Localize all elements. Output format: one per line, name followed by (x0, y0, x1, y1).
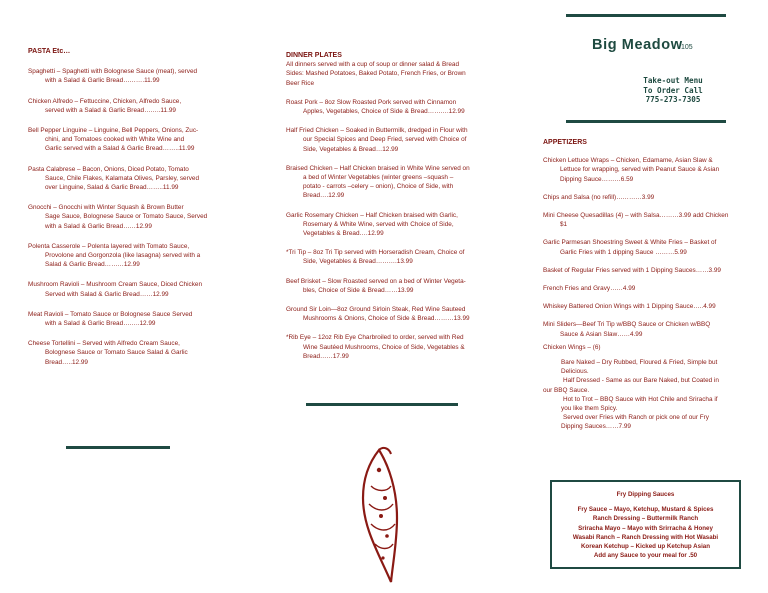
menu-item-line: Garlic Rosemary Chicken – Half Chicken braised with Garlic, (286, 211, 458, 219)
menu-item-line: Mushrooms & Onions, Choice of Side & Bread………13.99 (303, 315, 470, 323)
menu-item-line: with a Salad & Garlic Bread……12.99 (45, 222, 152, 230)
sauces-list (552, 505, 739, 560)
menu-item-line: Garlic served with a Salad & Garlic Bread……..11.99 (45, 145, 195, 153)
menu-item-line: Gnocchi – Gnocchi with Winter Squash & Brown Butter (28, 204, 184, 212)
menu-item (543, 156, 748, 184)
menu-item-line: Roast Pork – 8oz Slow Roasted Pork served with Cinnamon (286, 98, 457, 106)
dinner-intro (286, 60, 496, 88)
menu-item-line: chini, and Tomatoes cooked with White Wine and (45, 136, 185, 144)
menu-item (28, 165, 243, 193)
menu-item-line: Meat Ravioli – Tomato Sauce or Bolognese Sauce Served (28, 310, 193, 318)
sauce-line: Ranch Dressing – Buttermilk Ranch (592, 515, 699, 523)
wings-line: our BBQ Sauce. (543, 386, 590, 394)
takeout-line: Take-out Menu (643, 76, 703, 85)
menu-item-line: bles, Choice of Side & Bread……13.99 (303, 286, 414, 294)
menu-item-line: Bread….12.99 (303, 192, 345, 200)
wings-line: Hot to Trot – BBQ Sauce with Hot Chile and Sriracha if (563, 395, 718, 403)
menu-item (543, 266, 748, 275)
menu-item (28, 67, 243, 85)
dinner-heading: DINNER PLATES (286, 52, 342, 59)
menu-item (543, 193, 748, 202)
menu-item-line: potato - carrots –celery – onion), Choice of Side, with (303, 183, 454, 191)
menu-item-line: Mini Sliders—Beef Tri Tip w/BBQ Sauce or Chicken w/BBQ (543, 321, 711, 329)
menu-item-line: Rosemary & White Wine, served with Choice of Side, (303, 220, 454, 228)
menu-item-line: Bell Pepper Linguine – Linguine, Bell Peppers, Onions, Zuc- (28, 127, 199, 135)
sauce-line: Fry Sauce – Mayo, Ketchup, Mustard & Spices (577, 506, 714, 514)
wings-line: Delicious. (561, 368, 589, 376)
menu-item-line: *Tri Tip – 8oz Tri Tip served with Horseradish Cream, Choice of (286, 249, 465, 257)
menu-item-line: Chips and Salsa (no refill)…………3.99 (543, 193, 655, 201)
dinner-list (286, 98, 496, 361)
menu-item-line: Whiskey Battered Onion Wings with 1 Dipping Sauce…..4.99 (543, 303, 716, 311)
brand-bottom-rule (566, 120, 726, 123)
sauce-line: Sriracha Mayo – Mayo with Srirracha & Honey (578, 524, 713, 532)
menu-item (28, 126, 243, 154)
menu-item-line: over Linguine, Salad & Garlic Bread……..11.99 (45, 184, 179, 192)
menu-item (28, 280, 243, 298)
menu-item (286, 277, 496, 295)
phone-number: 775-273-7305 (645, 95, 701, 105)
wings-line: Bare Naked – Dry Rubbed, Floured & Fried, Simple but (561, 359, 718, 367)
pasta-heading: PASTA Etc… (28, 48, 71, 55)
menu-item-line: Wine Sautéed Mushrooms, Choice of Side, Vegetables & (303, 343, 465, 351)
pasta-column (28, 47, 243, 367)
wings-line: Half Dressed - Same as our Bare Naked, but Coated in (563, 377, 719, 385)
wings-line: you like them Spicy. (561, 405, 618, 413)
menu-item-line: with a Salad & Garlic Bread……..12.99 (45, 320, 156, 328)
menu-item-line: Bread……17.99 (303, 352, 349, 360)
menu-item-line: Mini Cheese Quesadillas (4) – with Salsa………3.99 add Chicken (543, 212, 729, 220)
menu-item (286, 248, 496, 266)
menu-item-line: Vegetables & Bread….12.99 (303, 230, 384, 238)
sauce-line: Wasabi Ranch – Ranch Dressing with Hot Wasabi (572, 533, 719, 541)
menu-item-line: Sauce & Asian Slaw……4.99 (560, 330, 643, 338)
menu-item-line: French Fries and Gravy……4.99 (543, 285, 636, 293)
menu-item (28, 97, 243, 115)
menu-item-line: Garlic Fries with 1 dipping Sauce ………5.99 (560, 248, 687, 256)
menu-item-line: Sage Sauce, Bolognese Sauce or Tomato Sauce, Served (45, 213, 208, 221)
menu-item (286, 164, 496, 201)
menu-item-line: Ground Sir Loin—8oz Ground Sirloin Steak, Red Wine Sauteed (286, 306, 466, 314)
menu-item (286, 333, 496, 361)
menu-item-line: Bread…..12.99 (45, 358, 88, 366)
menu-item (543, 302, 748, 311)
menu-item (543, 211, 748, 229)
menu-item-line: Provolone and Gorgonzola (like lasagna) served with a (45, 252, 201, 260)
pasta-list (28, 67, 243, 367)
menu-item (28, 203, 243, 231)
menu-item-line: Pasta Calabrese – Bacon, Onions, Diced Potato, Tomato (28, 165, 189, 173)
menu-item (28, 339, 243, 367)
menu-item-line: with a Salad & Garlic Bread……….11.99 (45, 77, 160, 85)
menu-item-line: Bolognese Sauce or Tomato Sauce Salad & Garlic (45, 349, 188, 357)
dinner-intro-line: Beer Rice (286, 79, 315, 87)
dinner-divider (306, 403, 458, 406)
menu-item-line: Side, Vegetables & Bread……….13.99 (303, 258, 413, 266)
menu-item-line: *Rib Eye – 12oz Rib Eye Charbroiled to order, served with Red (286, 334, 464, 342)
pasta-divider (66, 446, 170, 449)
appetizers-column (543, 138, 748, 432)
menu-item (543, 284, 748, 293)
sauce-line: Korean Ketchup – Kicked up Ketchup Asian (580, 543, 711, 551)
menu-item-line: Spaghetti – Spaghetti with Bolognese Sauce (meat), served (28, 68, 198, 76)
menu-item-line: served with a Salad & Garlic Bread……..11.99 (45, 106, 176, 114)
wings-line: Served over Fries with Ranch or pick one of our Fry (563, 414, 709, 422)
menu-item-line: $1 (560, 221, 568, 229)
menu-item-line: Served with Salad & Garlic Bread……12.99 (45, 290, 169, 298)
sauces-title: Fry Dipping Sauces (616, 491, 675, 498)
menu-item (28, 242, 243, 270)
dinner-column (286, 51, 496, 361)
menu-item (286, 305, 496, 323)
dinner-intro-line: All dinners served with a cup of soup or dinner salad & Bread (286, 61, 459, 69)
takeout-info (598, 76, 748, 105)
restaurant-name: Big Meadow (592, 37, 683, 53)
menu-item-line: Basket of Regular Fries served with 1 Dipping Sauces……3.99 (543, 266, 721, 274)
brand-top-rule (566, 14, 726, 17)
menu-item-line: a bed of Winter Vegetables (winter greens –squash – (303, 174, 454, 182)
menu-item-line: our Special Spices and Deep Fried, served with Choice of (303, 136, 467, 144)
menu-item (28, 310, 243, 328)
wings-title: Chicken Wings – (6) (543, 343, 601, 351)
wings-line: Dipping Sauces……7.99 (561, 423, 631, 431)
menu-item (286, 98, 496, 116)
restaurant-number: 105 (681, 44, 693, 51)
menu-item-line: Polenta Casserole – Polenta layered with Tomato Sauce, (28, 242, 190, 250)
menu-item-line: Lettuce for wrapping, served with Peanut Sauce & Asian (560, 166, 720, 174)
menu-item-line: Salad & Garlic Bread………12.99 (45, 261, 140, 269)
chili-pepper-logo (349, 446, 409, 586)
fry-dipping-sauces-box (550, 480, 741, 569)
menu-item (286, 211, 496, 239)
sauce-line: Add any Sauce to your meal for .50 (593, 552, 698, 560)
menu-item-line: Half Fried Chicken – Soaked in Buttermilk, dredged in Flour with (286, 127, 468, 135)
menu-item-line: Braised Chicken – Half Chicken braised in White Wine served on (286, 164, 470, 172)
menu-item-line: Side, Vegetables & Bread…12.99 (303, 145, 399, 153)
menu-item (543, 238, 748, 256)
menu-item-line: Dipping Sauce………6.59 (560, 175, 634, 183)
menu-item-line: Garlic Parmesan Shoestring Sweet & White Fries – Basket of (543, 239, 717, 247)
wings-list (543, 358, 748, 432)
appetizers-heading: APPETIZERS (543, 139, 587, 146)
menu-item (543, 320, 748, 338)
menu-item-line: Apples, Vegetables, Choice of Side & Bread……….12.99 (303, 108, 465, 116)
menu-item-line: Mushroom Ravioli – Mushroom Cream Sauce, Diced Chicken (28, 281, 203, 289)
menu-item-line: Beef Brisket – Slow Roasted served on a bed of Winter Vegeta- (286, 277, 466, 285)
menu-item (286, 126, 496, 154)
menu-item-line: Cheese Tortellini – Served with Alfredo Cream Sauce, (28, 340, 180, 348)
dinner-intro-line: Sides: Mashed Potatoes, Baked Potato, French Fries, or Brown (286, 70, 466, 78)
menu-item-line: Chicken Alfredo – Fettuccine, Chicken, Alfredo Sauce, (28, 97, 182, 105)
takeout-line: To Order Call (643, 85, 703, 95)
menu-item-line: Sauce, Chile Flakes, Kalamata Olives, Parsley, served (45, 174, 200, 182)
menu-item-line: Chicken Lettuce Wraps – Chicken, Edamame, Asian Slaw & (543, 157, 713, 165)
appetizers-list (543, 156, 748, 339)
